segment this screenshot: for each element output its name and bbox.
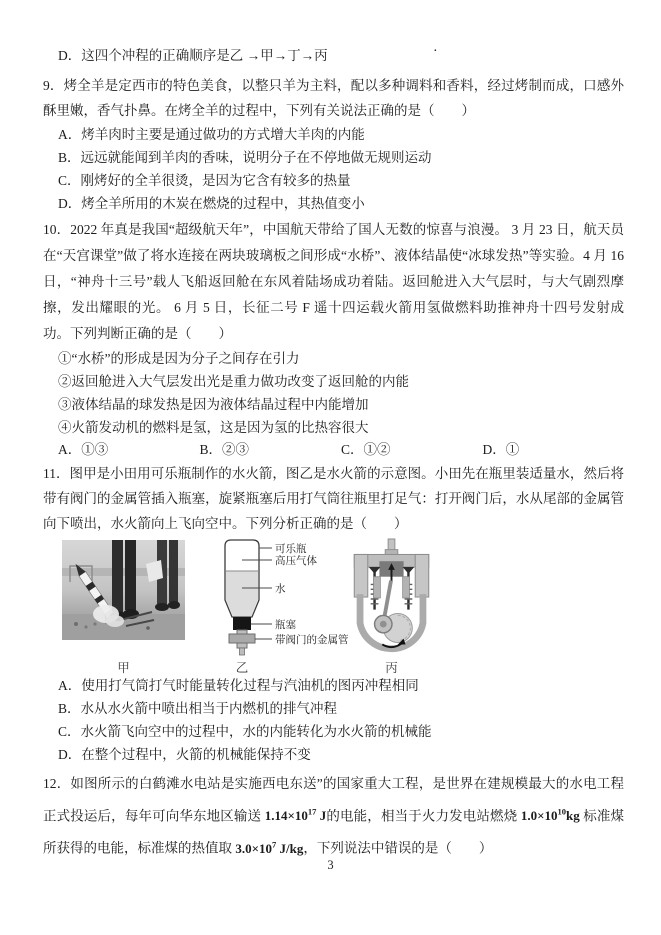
carryover-option-d: D．这四个冲程的正确顺序是乙 →甲→丁→丙	[58, 48, 328, 63]
q12-text-2: 的电能，相当于火力发电站燃烧	[326, 808, 521, 824]
person-leg	[169, 540, 178, 602]
q10-item-3: ③液体结晶的球发热是因为液体结晶过程中内能增加	[58, 397, 369, 412]
q12-stem	[43, 770, 624, 863]
label-cola-bottle: 可乐瓶	[275, 544, 307, 555]
question-11	[43, 461, 624, 766]
label-valve-tube: 带阀门的金属管	[275, 635, 349, 646]
q9-option-d: D．烤全羊所用的木炭在燃烧的过程中，其热值变小	[58, 196, 365, 211]
person-leg	[125, 540, 136, 610]
q10-option-d: D．①	[482, 442, 520, 457]
q10-stem: 10．2022 年真是我国“超级航天年”，中国航天带给了国人无数的惊喜与浪漫。 3 月 23 日，航天员在“天宫课堂”做了将水连接在两块玻璃板之间形成“水桥”、液体结晶使“冰球发热”等实验。4 月 16 日，“神舟十三号”载人飞船返回舱在东风着陆场成功着陆。返回舱进入大气层时，与大气剧烈摩擦，发出耀眼的光。 6 月 5 日，长征二号 F 遥十四运载火箭用氢做燃料助推神舟十四号发射成功。下列判断正确的是（ ）	[43, 222, 624, 341]
engine-stroke-diagram	[349, 538, 434, 658]
water-rocket-launch-photo	[62, 540, 185, 640]
q11-option-d: D．在整个过程中，火箭的机械能保持不变	[58, 747, 311, 762]
q9-stem: 9．烤全羊是定西市的特色美食，以整只羊为主料，配以多种调料和香料，经过烤制而成，口感外酥里嫩，香气扑鼻。在烤全羊的过程中，下列有关说法正确的是（ ）	[43, 78, 624, 118]
q10-options-row	[43, 439, 624, 461]
q10-item-2: ②返回舱进入大气层发出光是重力做功改变了返回舱的内能	[58, 374, 409, 389]
water-fill	[226, 571, 258, 616]
question-9	[43, 73, 624, 215]
q12-text-3: 标准煤所获得的电能，标准煤的热值取	[43, 808, 625, 856]
label-high-pressure-gas: 高压气体	[275, 556, 317, 567]
q9-option-b: B．远远就能闻到羊肉的香味，说明分子在不停地做无规则运动	[58, 150, 432, 165]
q11-figure-row	[43, 538, 624, 658]
figure-caption-jia: 甲	[117, 661, 130, 675]
q11-stem: 11．图甲是小田用可乐瓶制作的水火箭，图乙是水火箭的示意图。小田先在瓶里装适量水，然后将带有阀门的金属管插入瓶塞，旋紧瓶塞后用打气筒往瓶里打足气：打开阀门后，水从尾部的金属管向下喷出，水火箭向上飞向空中。下列分析正确的是（ ）	[43, 466, 624, 531]
q11-option-c: C．水火箭飞向空中的过程中，水的内能转化为水火箭的机械能	[58, 724, 432, 739]
q11-option-b: B．水从水火箭中喷出相当于内燃机的排气冲程	[58, 701, 338, 716]
q9-option-a: A．烤羊肉时主要是通过做功的方式增大羊肉的内能	[58, 127, 365, 142]
question-12	[43, 770, 624, 863]
q12-heat-value: $3.0\times 10^7$ J/kg	[235, 839, 304, 856]
label-water: 水	[275, 584, 286, 595]
page-number: 3	[327, 858, 334, 872]
figure-caption-yi: 乙	[235, 661, 249, 675]
person-leg	[112, 540, 123, 612]
label-stopper: 瓶塞	[275, 620, 296, 631]
stray-dot-mark: ·	[433, 44, 438, 59]
q12-energy-value: $1.14\times 10^{17}$ J	[264, 807, 327, 824]
q10-item-1: ①“水桥”的形成是因为分子之间存在引力	[58, 351, 300, 366]
bottle-stopper	[233, 617, 251, 630]
water-rocket-schematic-diagram	[215, 538, 365, 658]
q9-option-c: C．刚烤好的全羊很烫，是因为它含有较多的热量	[58, 173, 351, 188]
figure-caption-bing: 丙	[385, 661, 398, 675]
q12-coal-mass-value: $1.0\times 10^{10}kg$	[520, 807, 580, 824]
q10-option-c: C．①②	[341, 442, 391, 457]
q12-text-1: 12．如图所示的白鹤滩水电站是实施西电东送”的国家重大工程，是世界在建规模最大的水电工程正式投运后，每年可向华东地区输送	[43, 776, 624, 824]
q12-text-4: ，下列说法中错误的是（ ）	[303, 840, 493, 856]
q11-figure-captions	[43, 658, 624, 674]
q10-option-b: B．②③	[199, 442, 250, 457]
q11-option-a: A．使用打气筒打气时能量转化过程与汽油机的图丙冲程相同	[58, 678, 419, 693]
question-10	[43, 217, 624, 461]
q10-item-4: ④火箭发动机的燃料是氢，这是因为氢的比热容很大	[58, 420, 369, 435]
q10-option-a: A．①③	[58, 442, 109, 457]
